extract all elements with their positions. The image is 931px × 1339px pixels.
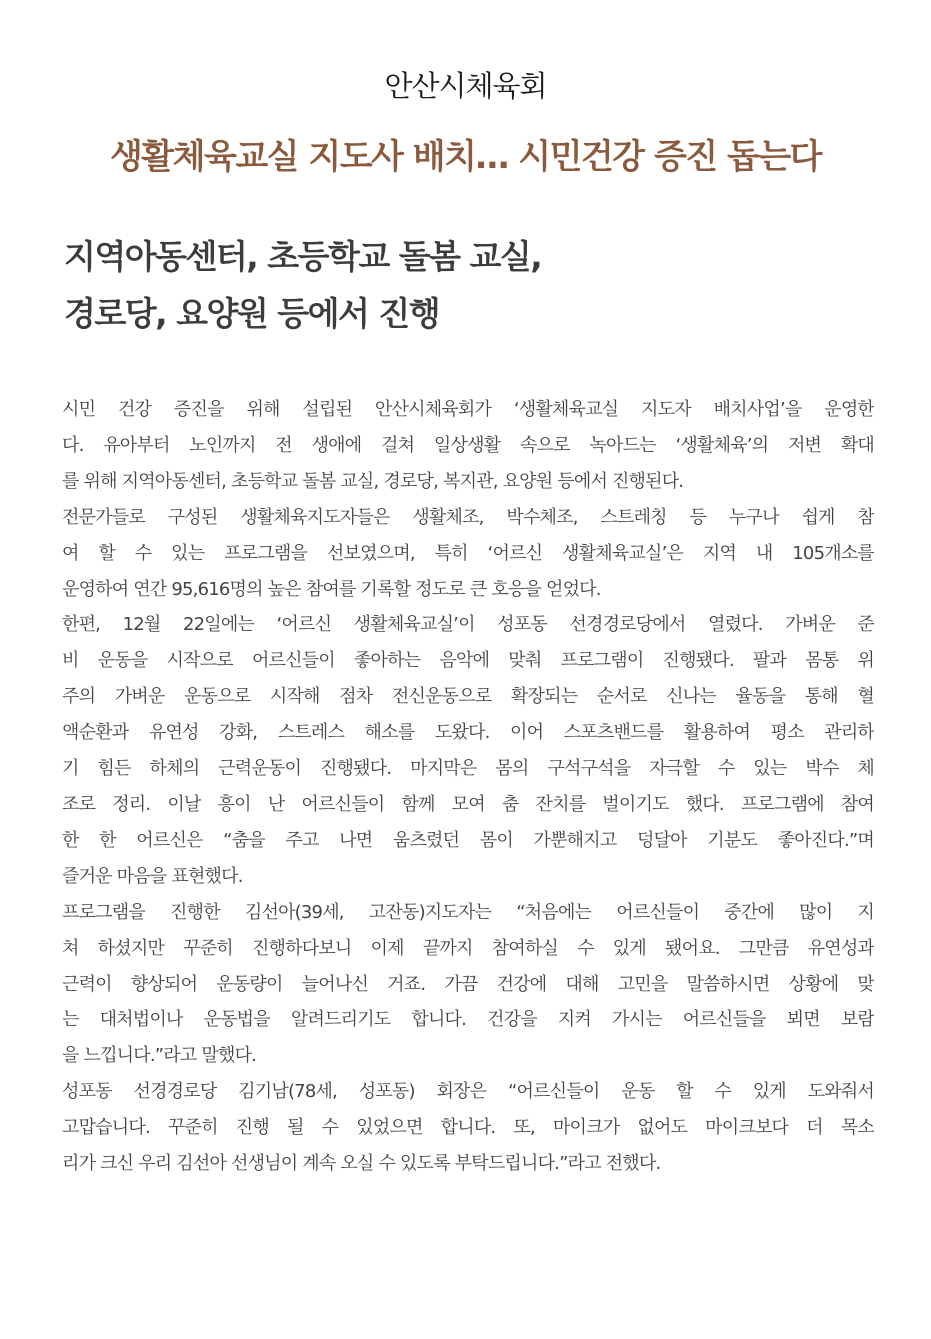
article-body (62, 392, 874, 1182)
body-line: 주의 가벼운 운동으로 시작해 점차 전신운동으로 확장되는 순서로 신나는 율동을 통해 혈 (62, 686, 874, 708)
body-line: 기 힘든 하체의 근력운동이 진행됐다. 마지막은 몸의 구석구석을 자극할 수 있는 박수 체 (62, 758, 874, 780)
body-line: 시민 건강 증진을 위해 설립된 안산시체육회가 ‘생활체육교실 지도자 배치사업’을 운영한 (62, 399, 874, 420)
body-line: 운영하여 연간 95,616명의 높은 참여를 기록할 정도로 큰 호응을 얻었다. (62, 578, 601, 600)
body-line: 는 대처법이나 운동법을 알려드리기도 합니다. 건강을 지켜 가시는 어르신들을 뵈면 보람 (62, 1009, 874, 1031)
body-line: 를 위해 지역아동센터, 초등학교 돌봄 교실, 경로당, 복지관, 요양원 등에서 진행된다. (62, 470, 684, 492)
body-line: 근력이 향상되어 운동량이 늘어나신 거죠. 가끔 건강에 대해 고민을 말씀하시면 상황에 맞 (62, 973, 874, 995)
subheadline-line-1: 지역아동센터, 초등학교 돌봄 교실, (64, 237, 542, 276)
body-line: 한 한 어르신은 “춤을 주고 나면 움츠렸던 몸이 가뿐해지고 덩달아 기분도 좋아진다.”며 (62, 829, 874, 851)
body-line: 을 느낍니다.”라고 말했다. (62, 1045, 257, 1067)
body-line: 쳐 하셨지만 꾸준히 진행하다보니 이제 끝까지 참여하실 수 있게 됐어요. 그만큼 유연성과 (62, 937, 874, 959)
body-line: 다. 유아부터 노인까지 전 생애에 걸쳐 일상생활 속으로 녹아드는 ‘생활체육’의 저변 확대 (62, 434, 874, 456)
body-line: 액순환과 유연성 강화, 스트레스 해소를 도왔다. 이어 스포츠밴드를 활용하여 평소 관리하 (62, 722, 874, 744)
organization-name: 안산시체육회 (384, 69, 547, 103)
article-headline: 생활체육교실 지도사 배치… 시민건강 증진 돕는다 (109, 137, 822, 177)
body-line: 한편, 12월 22일에는 ‘어르신 생활체육교실’이 성포동 선경경로당에서 열렸다. 가벼운 준 (62, 614, 874, 636)
body-line: 조로 정리. 이날 흥이 난 어르신들이 함께 모여 춤 잔치를 벌이기도 했다. 프로그램에 참여 (62, 793, 874, 815)
body-line: 비 운동을 시작으로 어르신들이 좋아하는 음악에 맞춰 프로그램이 진행됐다. 팔과 몸통 위 (62, 650, 874, 672)
body-line: 프로그램을 진행한 김선아(39세, 고잔동)지도자는 “처음에는 어르신들이 중간에 많이 지 (62, 901, 874, 923)
body-line: 성포동 선경경로당 김기남(78세, 성포동) 회장은 “어르신들이 운동 할 수 있게 도와줘서 (62, 1081, 874, 1103)
subheadline-line-2: 경로당, 요양원 등에서 진행 (64, 294, 440, 333)
body-line: 리가 크신 우리 김선아 선생님이 계속 오실 수 있도록 부탁드립니다.”라고 전했다. (62, 1153, 661, 1175)
body-line: 여 할 수 있는 프로그램을 선보였으며, 특히 ‘어르신 생활체육교실’은 지역 내 105개소를 (62, 542, 874, 564)
body-line: 고맙습니다. 꾸준히 진행 될 수 있었으면 합니다. 또, 마이크가 없어도 마이크보다 더 목소 (62, 1117, 874, 1139)
article-subheadline (64, 228, 884, 342)
body-line: 즐거운 마음을 표현했다. (62, 865, 243, 887)
body-line: 전문가들로 구성된 생활체육지도자들은 생활체조, 박수체조, 스트레칭 등 누구나 쉽게 참 (62, 506, 874, 528)
